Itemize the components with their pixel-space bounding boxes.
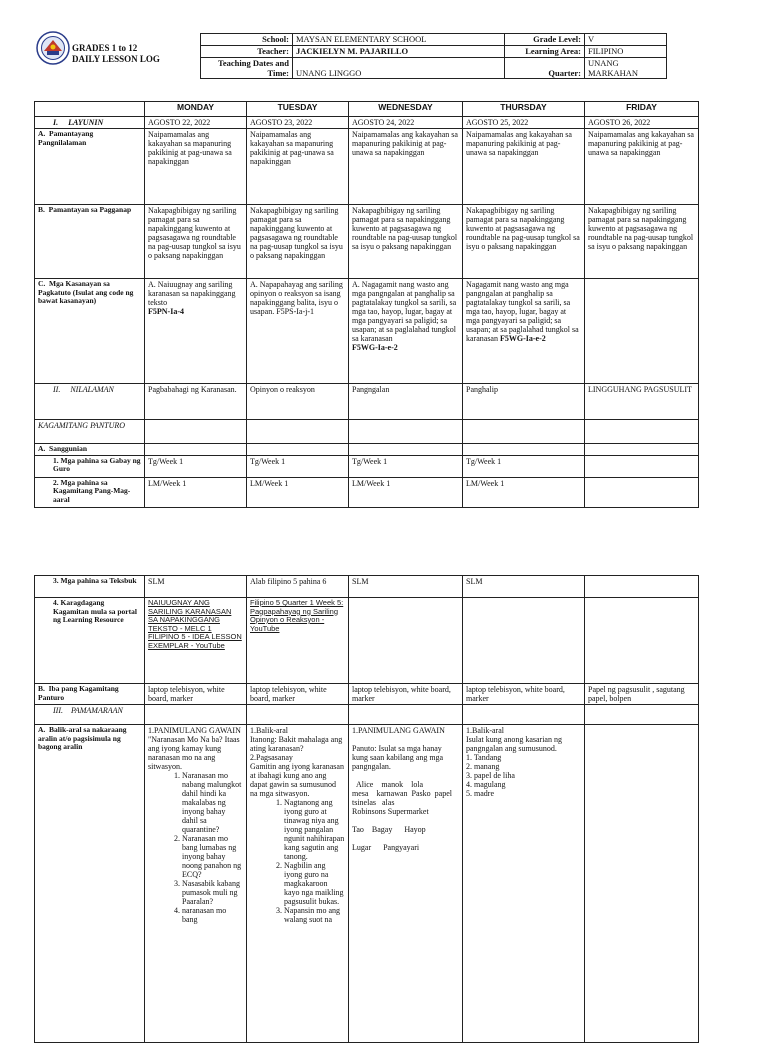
balik-thu-item: 2. manang (466, 762, 500, 771)
teacher-label: Teacher: (201, 46, 293, 58)
log-title-line1: GRADES 1 to 12 (72, 43, 138, 53)
layunin-num: I. (53, 118, 59, 127)
balik-letter: A. (38, 725, 46, 734)
balik-thu-title: 1.Balik-aral (466, 726, 504, 735)
day-thursday: THURSDAY (463, 102, 585, 117)
log-title (72, 43, 160, 65)
b-cell-mon: Nakapagbibigay ng sariling pamagat para sa napakinggang kuwento at pagsasagawa ng roundtable na pag-uusap tungkol sa isyu o paksang napakinggan (145, 205, 247, 279)
gabay-label: 1. Mga pahina sa Gabay ng Guro (35, 455, 145, 477)
kagamitan-row (35, 420, 699, 444)
sanggunian-letter: A. (38, 444, 46, 453)
balik-fri (585, 725, 699, 1043)
nilalaman-fri: LINGGUHANG PAGSUSULIT (585, 384, 699, 420)
lm-label: 2. Mga pahina sa Kagamitang Pang-Mag-aaral (35, 477, 145, 507)
pamamaraan-num: III. (53, 706, 63, 715)
info-table (200, 33, 667, 79)
b-label: Pamantayan sa Pagganap (48, 205, 132, 214)
teksbuk-row (35, 576, 699, 598)
karagdagang-link-tue[interactable]: Filipino 5 Quarter 1 Week 5: Pagpapahayag ng Sariling Opinyon o Reaksyon - YouTube (247, 598, 349, 684)
b-cell-fri: Nakapagbibigay ng sariling pamagat para sa napakinggang kuwento at pagsasagawa ng roundtable na pag-uusap tungkol sa isyu o paksang napakinggan (585, 205, 699, 279)
balik-tue-question: Itanong: Bakit mahalaga ang ating karanasan? (250, 735, 343, 753)
balik-wed-columns2: Lugar Pangyayari (352, 843, 420, 852)
lm-row (35, 477, 699, 507)
b-letter: B. (38, 205, 45, 214)
balik-mon-intro: "Naranasan Mo Na ba? Itaas ang iyong kamay kung naranasan mo na ang sitwasyon. (148, 735, 240, 771)
lesson-table-part1 (34, 101, 699, 508)
c-cell-tue: A. Napapahayag ang sariling opinyon o reaksyon sa isang napakinggang balita, isyu o usapan. F5PS-Ia-j-1 (247, 279, 349, 384)
b-cell-thu: Nakapagbibigay ng sariling pamagat para sa napakinggang kuwento at pagsasagawa ng roundtable na pag-uusap tungkol sa isyu o paksang napakinggan (463, 205, 585, 279)
date-tuesday: AGOSTO 23, 2022 (247, 117, 349, 129)
balik-thu-item: 5. madre (466, 789, 494, 798)
log-title-line2: DAILY LESSON LOG (72, 54, 160, 64)
a-cell-mon: Naipamamalas ang kakayahan sa mapanuring pakikinig at pag-unawa sa napakinggan (145, 129, 247, 205)
layunin-row (35, 117, 699, 129)
iba-tue: laptop telebisyon, white board, marker (247, 684, 349, 705)
balik-mon-title: 1.PANIMULANG GAWAIN (148, 726, 241, 735)
balik-thu-intro: Isulat kung anong kasarian ng pangngalan ang sumusunod. (466, 735, 562, 753)
dates-label: Teaching Dates and Time: (201, 58, 293, 79)
grade-label: Grade Level: (505, 34, 585, 46)
grade-value: V (585, 34, 667, 46)
lm-mon: LM/Week 1 (145, 477, 247, 507)
teacher-value: JACKIELYN M. PAJARILLO (293, 46, 505, 58)
c-cell-thu: Nagagamit nang wasto ang mga pangngalan at panghalip sa pagtatalakay tungkol sa sarili, sa mga tao, hayop, lugar, bagay at mga pangyayari sa paligid; sa usapan; at sa paglalahad tungkol sa karanasan (466, 280, 579, 343)
kagamitan-label: KAGAMITANG PANTURO (35, 420, 145, 444)
nilalaman-row (35, 384, 699, 420)
gabay-fri (585, 455, 699, 477)
balik-tue (247, 725, 349, 1043)
school-label: School: (201, 34, 293, 46)
day-tuesday: TUESDAY (247, 102, 349, 117)
balik-wed-words1: Alice manok lola (356, 780, 424, 789)
balik-wed-words3: Robinsons Supermarket (352, 807, 429, 816)
balik-thu-item: 4. magulang (466, 780, 506, 789)
date-wednesday: AGOSTO 24, 2022 (349, 117, 463, 129)
karagdagang-row (35, 598, 699, 684)
balik-tue-item: 3. Napansin mo ang walang suot na (284, 906, 345, 924)
gabay-row (35, 455, 699, 477)
balik-wed-columns1: Tao Bagay Hayop (352, 825, 426, 834)
iba-mon: laptop telebisyon, white board, marker (145, 684, 247, 705)
balik-tue-title: 1.Balik-aral (250, 726, 288, 735)
pamamaraan-row (35, 705, 699, 725)
balik-wed (349, 725, 463, 1043)
area-label: Learning Area: (505, 46, 585, 58)
balik-mon-item: 1. Naranasan mo nabang malungkot dahil hindi ka makalabas ng inyong bahay dahil sa quarantine? (182, 771, 243, 834)
iba-thu: laptop telebisyon, white board, marker (463, 684, 585, 705)
lesson-table-part2 (34, 575, 699, 1043)
karagdagang-link-mon[interactable]: NAIUUGNAY ANG SARILING KARANASAN SA NAPAKINGGANG TEKSTO - MELC 1 FILIPINO 5 - IDEA LESSON EXEMPLAR - YouTube (145, 598, 247, 684)
c-letter: C. (38, 279, 46, 288)
balik-wed-title: 1.PANIMULANG GAWAIN (352, 726, 445, 735)
c-code-thu: F5WG-Ia-e-2 (499, 334, 546, 343)
a-label: Pamantayang Pangnilalaman (38, 129, 94, 147)
quarter-value: UNANG MARKAHAN (585, 58, 667, 79)
nilalaman-tue: Opinyon o reaksyon (247, 384, 349, 420)
pamamaraan-label: PAMAMARAAN (71, 706, 123, 715)
iba-pang-row (35, 684, 699, 705)
karagdagang-label: 4. Karagdagang Kagamitan mula sa portal ng Learning Resource (35, 598, 145, 684)
balik-tue-item: 1. Nagtanong ang iyong guro at tinawag niya ang iyong pangalan ngunit nahihirapan kang sagutin ang tanong. (284, 798, 345, 861)
day-monday: MONDAY (145, 102, 247, 117)
school-value: MAYSAN ELEMENTARY SCHOOL (293, 34, 505, 46)
iba-label: Iba pang Kagamitang Panturo (38, 684, 119, 702)
b-cell-tue: Nakapagbibigay ng sariling pamagat para sa napakinggang kuwento at pagsasagawa ng roundtable na pag-uusap tungkol sa isyu o paksang napakinggan (247, 205, 349, 279)
balik-label: Balik-aral sa nakaraang aralin at/o pagsisimula ng bagong aralin (38, 725, 127, 751)
balik-aral-row (35, 725, 699, 1043)
c-label: Mga Kasanayan sa Pagkatuto (Isulat ang code ng bawat kasanayan) (38, 279, 134, 305)
c-cell-wed: A. Nagagamit nang wasto ang mga pangngalan at panghalip sa pagtatalakay tungkol sa sarili, sa mga tao, hayop, lugar, bagay at mga pangyayari sa paligid; sa usapan; at sa paglalahad tungkol sa karanasan (352, 280, 457, 343)
balik-tue-item: 2. Nagbilin ang iyong guro na magkakaroon kayo nga maikling pagsusulit bukas. (284, 861, 345, 906)
lm-tue: LM/Week 1 (247, 477, 349, 507)
c-code-wed: F5WG-Ia-e-2 (352, 343, 398, 352)
iba-fri: Papel ng pagsusulit , sagutang papel, bolpen (585, 684, 699, 705)
balik-wed-words2: mesa karnawan Pasko papel tsinelas alas (352, 789, 462, 807)
kasanayan-row (35, 279, 699, 384)
gabay-wed: Tg/Week 1 (349, 455, 463, 477)
teksbuk-tue: Alab filipino 5 pahina 6 (247, 576, 349, 598)
sanggunian-row (35, 444, 699, 456)
c-cell-mon: A. Naiuugnay ang sariling karanasan sa napakinggang teksto (148, 280, 236, 307)
a-cell-tue: Naipamamalas ang kakayahan sa mapanuring pakikinig at pag-unawa sa napakinggan (247, 129, 349, 205)
gabay-thu: Tg/Week 1 (463, 455, 585, 477)
teksbuk-wed: SLM (349, 576, 463, 598)
balik-mon-item: 3. Nasasabik kabang pumasok muli ng Paaralan? (182, 879, 243, 906)
pamantayan-sa-pagganap-row (35, 205, 699, 279)
balik-mon-item: 4. naranasan mo bang (182, 906, 243, 924)
teksbuk-label: 3. Mga pahina sa Teksbuk (35, 576, 145, 598)
balik-mon (145, 725, 247, 1043)
a-cell-thu: Naipamamalas ang kakayahan sa mapanuring pakikinig at pag-unawa sa napakinggan (463, 129, 585, 205)
balik-wed-intro: Panuto: Isulat sa mga hanay kung saan kabilang ang mga pangngalan. (352, 744, 444, 771)
balik-thu (463, 725, 585, 1043)
iba-wed: laptop telebisyon, white board, marker (349, 684, 463, 705)
nilalaman-num: II. (53, 385, 61, 394)
date-thursday: AGOSTO 25, 2022 (463, 117, 585, 129)
lm-thu: LM/Week 1 (463, 477, 585, 507)
layunin-label: LAYUNIN (68, 118, 104, 127)
balik-tue-intro: Gamitin ang iyong karanasan at ibahagi kung ano ang dapat gawin sa sumusunod na mga sitwasyon. (250, 762, 344, 798)
lm-wed: LM/Week 1 (349, 477, 463, 507)
date-monday: AGOSTO 22, 2022 (145, 117, 247, 129)
pamantayang-pangnilalaman-row (35, 129, 699, 205)
area-value: FILIPINO (585, 46, 667, 58)
balik-mon-item: 2. Naranasan mo bang lumabas ng inyong bahay noong panahon ng ECQ? (182, 834, 243, 879)
b-cell-wed: Nakapagbibigay ng sariling pamagat para sa napakinggang kuwento at pagsasagawa ng roundtable na pag-uusap tungkol sa isyu o paksang napakinggan (349, 205, 463, 279)
day-friday: FRIDAY (585, 102, 699, 117)
deped-seal-icon (36, 31, 70, 65)
nilalaman-mon: Pagbabahagi ng Karanasan. (145, 384, 247, 420)
lm-fri (585, 477, 699, 507)
sanggunian-label: Sanggunian (49, 444, 87, 453)
nilalaman-wed: Pangngalan (349, 384, 463, 420)
iba-letter: B. (38, 684, 45, 693)
teksbuk-thu: SLM (463, 576, 585, 598)
c-cell-fri (585, 279, 699, 384)
balik-thu-item: 1. Tandang (466, 753, 502, 762)
c-code-mon: F5PN-Ia-4 (148, 307, 184, 316)
teksbuk-fri (585, 576, 699, 598)
date-friday: AGOSTO 26, 2022 (585, 117, 699, 129)
nilalaman-label: NILALAMAN (70, 385, 114, 394)
gabay-tue: Tg/Week 1 (247, 455, 349, 477)
teksbuk-mon: SLM (145, 576, 247, 598)
a-letter: A. (38, 129, 46, 138)
balik-thu-item: 3. papel de liha (466, 771, 515, 780)
days-header-row (35, 102, 699, 117)
balik-tue-title2: 2.Pagsasanay (250, 753, 293, 762)
dates-value: UNANG LINGGO (293, 58, 505, 79)
a-cell-fri: Naipamamalas ang kakayahan sa mapanuring pakikinig at pag-unawa sa napakinggan (585, 129, 699, 205)
nilalaman-thu: Panghalip (463, 384, 585, 420)
day-wednesday: WEDNESDAY (349, 102, 463, 117)
a-cell-wed: Naipamamalas ang kakayahan sa mapanuring pakikinig at pag-unawa sa napakinggan (349, 129, 463, 205)
quarter-label: Quarter: (505, 58, 585, 79)
gabay-mon: Tg/Week 1 (145, 455, 247, 477)
